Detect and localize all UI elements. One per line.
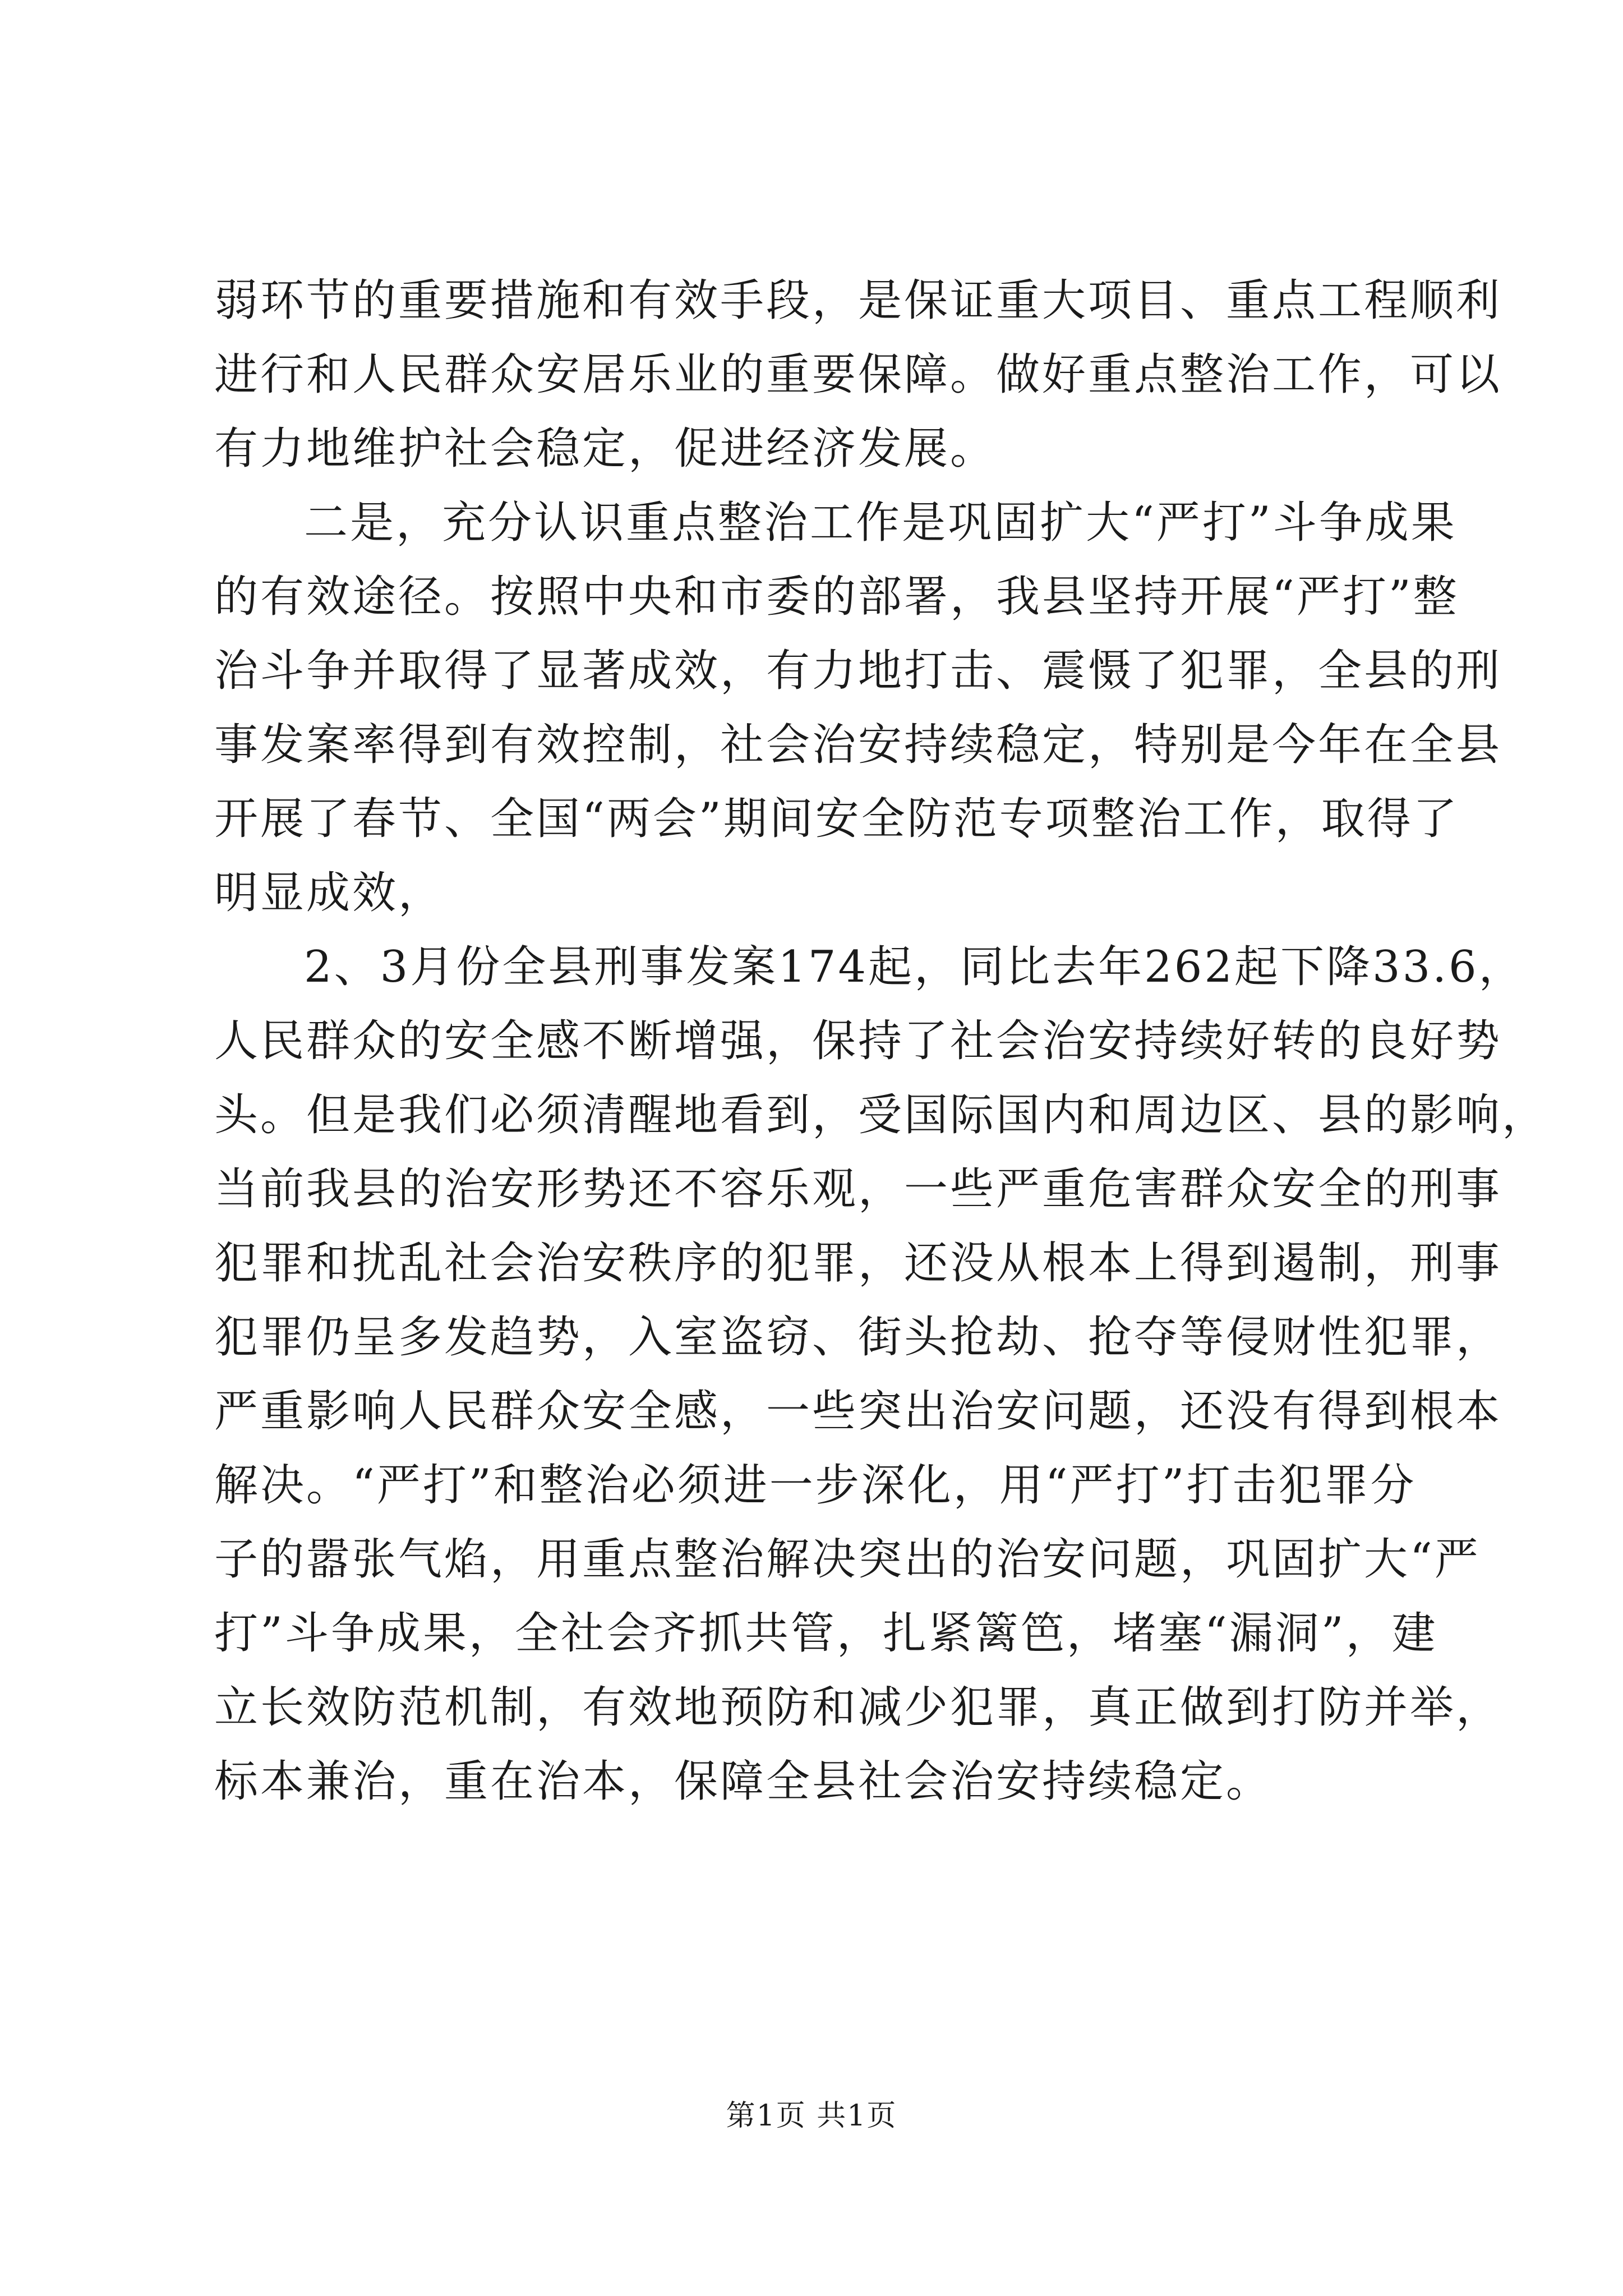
page-footer	[0, 2098, 1623, 2134]
text-line: 犯罪仍呈多发趋势，入室盗窃、街头抢劫、抢夺等侵财性犯罪，	[214, 1312, 1502, 1363]
text-line: 标本兼治，重在治本，保障全县社会治安持续稳定。	[214, 1756, 1272, 1807]
text-line: 当前我县的治安形势还不容乐观，一些严重危害群众安全的刑事	[214, 1164, 1502, 1214]
text-line: 犯罪和扰乱社会治安秩序的犯罪，还没从根本上得到遏制，刑事	[214, 1238, 1502, 1289]
text-line: 的有效途径。按照中央和市委的部署，我县坚持开展“严打”整	[214, 572, 1459, 622]
text-line: 严重影响人民群众安全感，一些突出治安问题，还没有得到根本	[214, 1386, 1502, 1437]
text-line: 子的嚣张气焰，用重点整治解决突出的治安问题，巩固扩大“严	[214, 1534, 1481, 1585]
text-line: 解决。“严打”和整治必须进一步深化，用“严打”打击犯罪分	[214, 1460, 1417, 1511]
text-line: 打”斗争成果，全社会齐抓共管，扎紧篱笆，堵塞“漏洞”，建	[214, 1608, 1438, 1659]
page-number-label: 第1页 共1页	[726, 2099, 897, 2133]
text-line: 事发案率得到有效控制，社会治安持续稳定，特别是今年在全县	[214, 720, 1502, 770]
text-line: 明显成效，	[214, 868, 445, 918]
paragraph-start-line: 二是，充分认识重点整治工作是巩固扩大“严打”斗争成果	[304, 498, 1457, 548]
text-line: 进行和人民群众安居乐业的重要保障。做好重点整治工作，可以	[214, 349, 1502, 400]
text-line: 有力地维护社会稳定，促进经济发展。	[214, 424, 997, 474]
paragraph-start-line: 2、3月份全县刑事发案174起，同比去年262起下降33.6，	[304, 942, 1525, 992]
text-line: 开展了春节、全国“两会”期间安全防范专项整治工作，取得了	[214, 794, 1459, 844]
text-line: 头。但是我们必须清醒地看到，受国际国内和周边区、县的影响，	[214, 1090, 1548, 1140]
text-line: 治斗争并取得了显著成效，有力地打击、震慑了犯罪，全县的刑	[214, 646, 1502, 696]
text-line: 人民群众的安全感不断增强，保持了社会治安持续好转的良好势	[214, 1016, 1502, 1066]
text-line: 立长效防范机制，有效地预防和减少犯罪，真正做到打防并举，	[214, 1682, 1502, 1733]
text-line: 弱环节的重要措施和有效手段，是保证重大项目、重点工程顺利	[214, 275, 1502, 326]
body-text	[214, 264, 1548, 1819]
